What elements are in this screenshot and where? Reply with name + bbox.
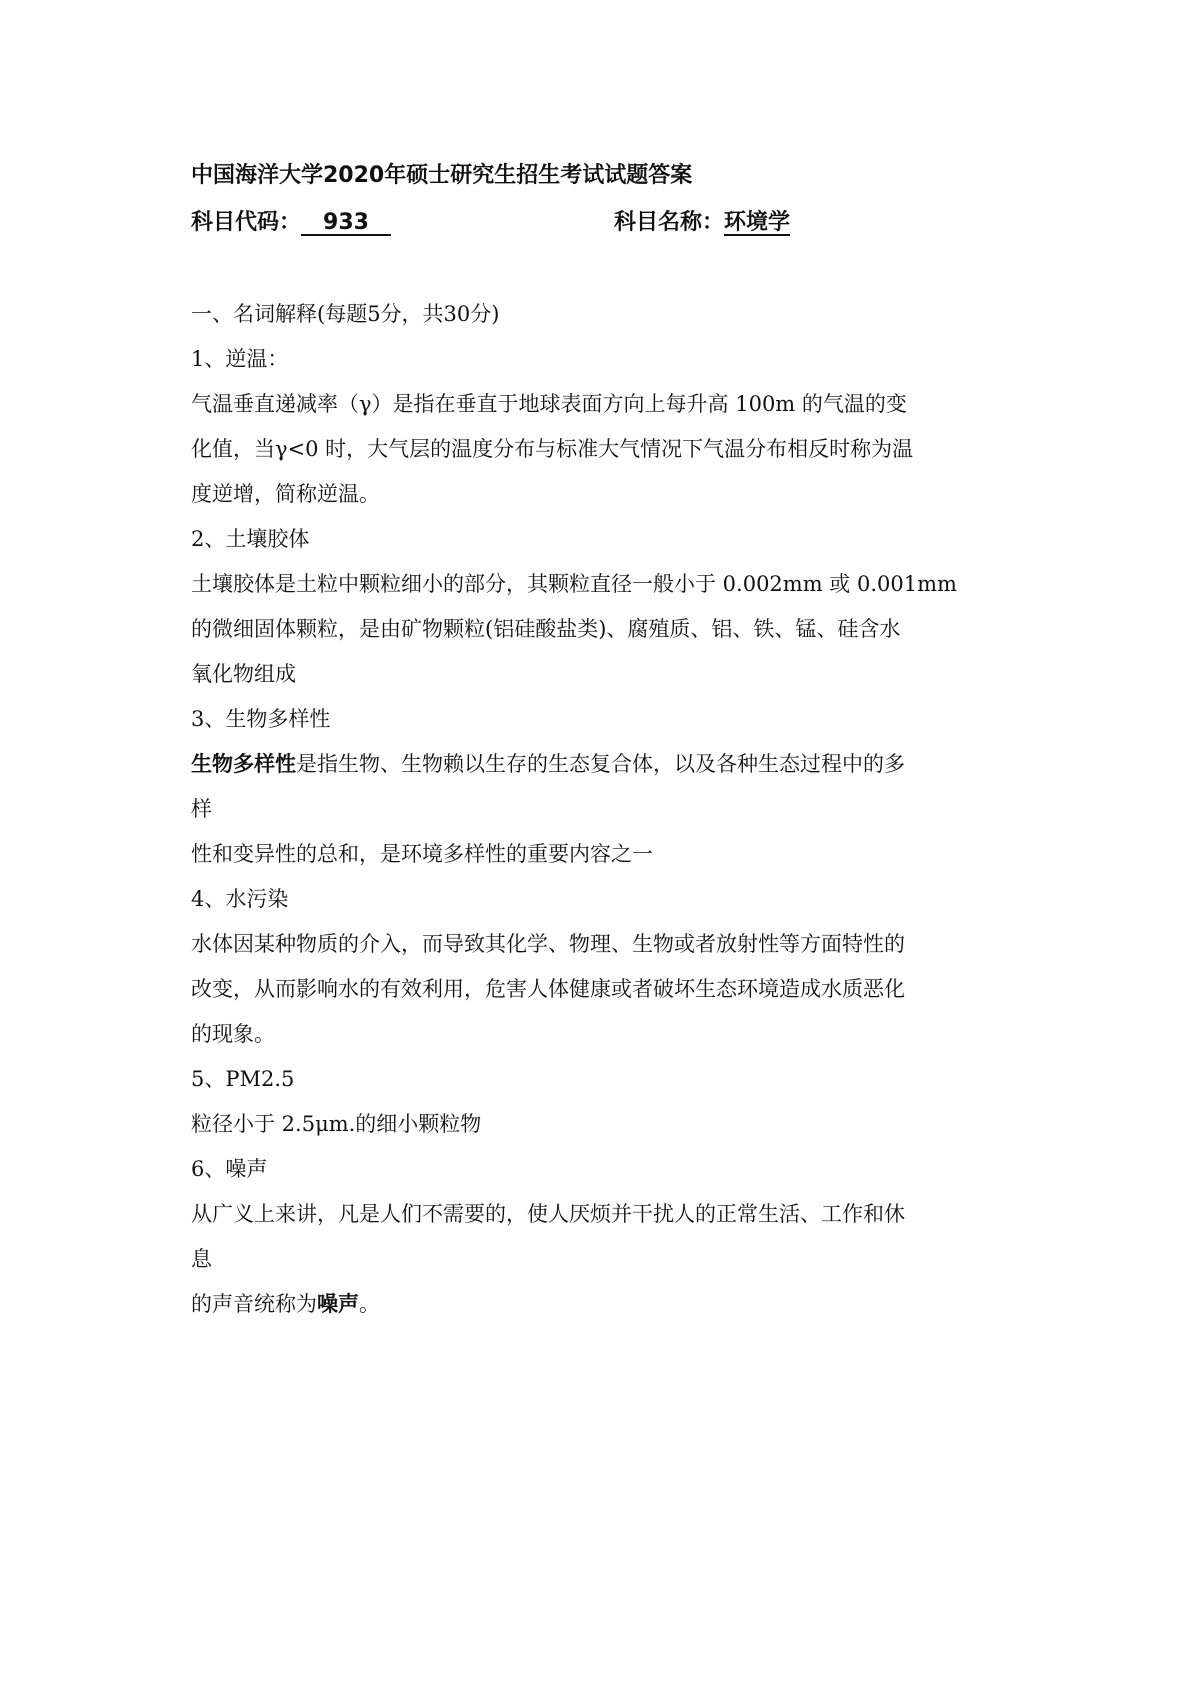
definition-text: 。 xyxy=(359,1292,380,1316)
subject-name-value: 环境学 xyxy=(724,210,791,235)
definition-line: 的微细固体颗粒，是由矿物颗粒(铝硅酸盐类)、腐殖质、铝、铁、锰、硅含水 xyxy=(191,617,901,641)
section-heading: 一、名词解释(每题5分，共30分) xyxy=(191,302,500,326)
definition-line: 土壤胶体是土粒中颗粒细小的部分，其颗粒直径一般小于 0.002mm 或 0.001mm xyxy=(191,572,957,596)
subject-code-label: 科目代码： xyxy=(191,210,302,235)
term-heading: 5、PM2.5 xyxy=(191,1067,295,1091)
term-heading: 4、水污染 xyxy=(191,887,289,911)
term-heading: 6、噪声 xyxy=(191,1157,268,1181)
subject-name-row xyxy=(614,205,790,236)
definition-line: 从广义上来讲，凡是人们不需要的，使人厌烦并干扰人的正常生活、工作和休 xyxy=(191,1202,905,1226)
definition-text: 的声音统称为 xyxy=(191,1292,317,1316)
definition-line: 粒径小于 2.5μm.的细小颗粒物 xyxy=(191,1112,482,1136)
term-heading: 3、生物多样性 xyxy=(191,707,331,731)
definition-line: 氧化物组成 xyxy=(191,662,296,686)
definition-line: 度逆增，简称逆温。 xyxy=(191,482,380,506)
definition-line: 化值，当γ<0 时，大气层的温度分布与标准大气情况下气温分布相反时称为温 xyxy=(191,437,914,461)
definition-line: 的现象。 xyxy=(191,1022,275,1046)
definition-text: 是指生物、生物赖以生存的生态复合体，以及各种生态过程中的多 xyxy=(296,752,905,776)
subject-code-value: 933 xyxy=(301,211,391,236)
definition-line xyxy=(191,742,1021,787)
definition-line: 改变，从而影响水的有效利用，危害人体健康或者破坏生态环境造成水质恶化 xyxy=(191,977,905,1001)
subject-name-label: 科目名称： xyxy=(614,210,725,235)
definition-line xyxy=(191,1282,1021,1327)
document-title: 中国海洋大学2020年硕士研究生招生考试试题答案 xyxy=(191,163,693,188)
definition-line: 样 xyxy=(191,797,212,821)
definition-line: 息 xyxy=(191,1247,212,1271)
definition-line: 气温垂直递减率（γ）是指在垂直于地球表面方向上每升高 100m 的气温的变 xyxy=(191,392,907,416)
subject-code-row xyxy=(191,205,391,236)
bold-term: 生物多样性 xyxy=(191,752,296,776)
answer-content xyxy=(191,292,1021,1327)
term-heading: 1、逆温： xyxy=(191,347,289,371)
definition-line: 水体因某种物质的介入，而导致其化学、物理、生物或者放射性等方面特性的 xyxy=(191,932,905,956)
bold-term: 噪声 xyxy=(317,1292,359,1316)
definition-line: 性和变异性的总和，是环境多样性的重要内容之一 xyxy=(191,842,653,866)
term-heading: 2、土壤胶体 xyxy=(191,527,310,551)
